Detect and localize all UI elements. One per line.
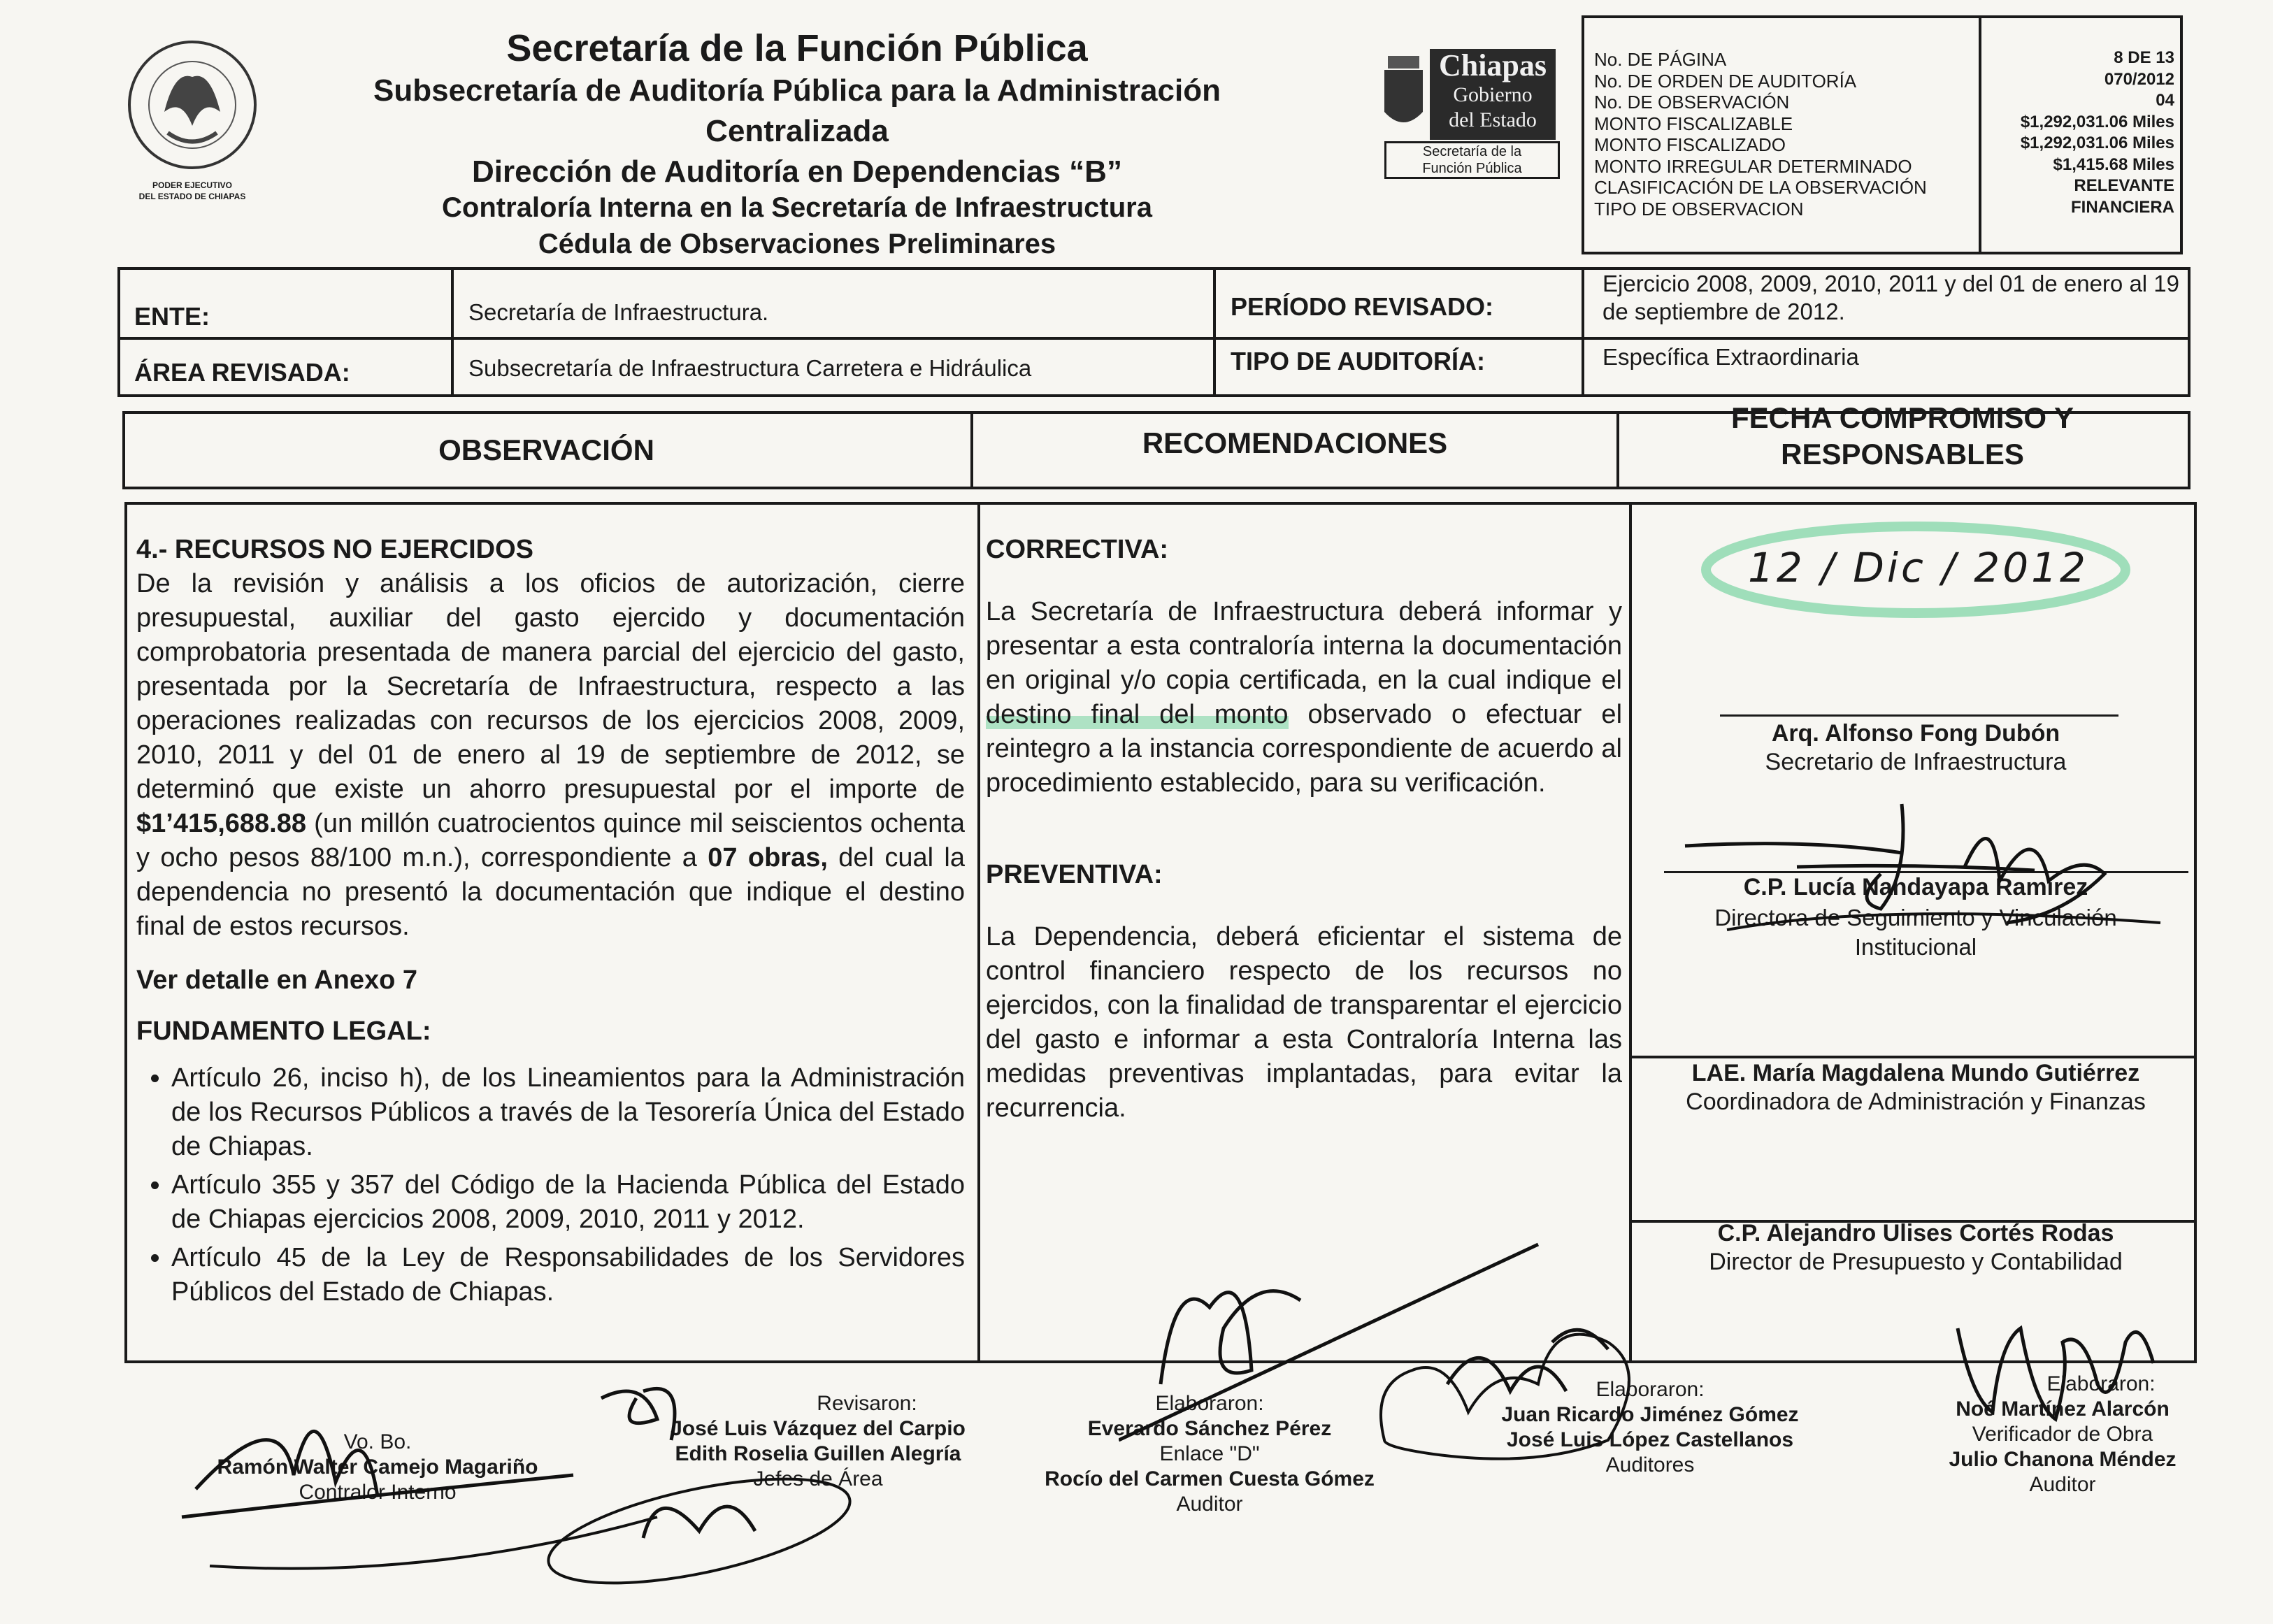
state-seal [105,28,280,203]
elaboraron-name: Julio Chanona Méndez [1949,1448,2177,1471]
footer-signatures-center [1119,1230,1818,1482]
elaboraron-role: Auditores [1605,1453,1695,1476]
revisaron-role: Jefes de Área [753,1467,883,1490]
info-value: $1,292,031.06 Miles [2020,134,2174,152]
observacion-obras: 07 obras, [708,843,828,872]
info-label: MONTO FISCALIZABLE [1594,113,1793,134]
info-label: No. DE PÁGINA [1594,49,1727,70]
elaboraron-name: José Luis López Castellanos [1506,1428,1794,1451]
correctiva-body-1: La Secretaría de Infraestructura deberá informar y presentar a esta contraloría interna la documentación en original y/o copia certificada, en la cual indique el [986,597,1622,695]
correctiva-highlight: destino final del monto [986,700,1289,729]
fundamento-list [136,1061,965,1309]
vobo-name: Ramón Walter Camejo Magariño [217,1456,538,1479]
responsable-role: Directora de Seguimiento y Vinculación Institucional [1714,905,2117,960]
elaboraron-label: Elaboraron: [1596,1378,1705,1401]
logo-text-1: Chiapas [1438,48,1547,82]
logo-caption-2: Función Pública [1422,161,1522,176]
area-label: ÁREA REVISADA: [134,358,350,387]
responsable-role: Director de Presupuesto y Contabilidad [1709,1249,2123,1275]
fundamento-heading: FUNDAMENTO LEGAL: [136,1016,431,1046]
correctiva-body [986,595,1622,800]
footer-signature-right [1944,1300,2195,1440]
observacion-cell [136,533,965,1314]
correctiva-body-2: observado o efectuar el reintegro a la instancia correspondiente de acuerdo al procedimiento establecido, para su verificación. [986,700,1623,798]
chiapas-government-logo [1381,49,1584,182]
logo-text-3: del Estado [1449,108,1537,131]
info-value: 8 DE 13 [2114,48,2174,67]
responsable-name: LAE. María Magdalena Mundo Gutiérrez [1691,1060,2140,1086]
responsable-name: Arq. Alfonso Fong Dubón [1771,720,2060,747]
tipo-label: TIPO DE AUDITORÍA: [1231,347,1486,375]
elaboraron-name: Juan Ricardo Jiménez Gómez [1501,1403,1799,1426]
recomendaciones-cell [986,533,1622,1126]
info-label: No. DE OBSERVACIÓN [1594,92,1790,113]
observacion-body [136,567,965,944]
area-value: Subsecretaría de Infraestructura Carretera e Hidráulica [468,355,1032,381]
coat-of-arms-icon [1381,49,1426,140]
preventiva-body: La Dependencia, deberá eficientar el sistema de control financiero respecto de los recursos no ejercidos, con la finalidad de transparentar el ejercicio del gasto e informar a esta Contraloría Interna las medidas preventivas implantadas, para evitar la recurrencia. [986,922,1622,1123]
responsable-name: C.P. Lucía Nandayapa Ramírez [1743,874,2088,900]
info-value: 070/2012 [2104,69,2174,89]
observacion-amount: $1’415,688.88 [136,809,307,838]
info-value: FINANCIERA [2071,197,2174,217]
handwritten-signature [1671,776,2174,937]
info-values [1986,48,2174,218]
elaboraron-label: Elaboraron: [1155,1392,1264,1415]
header-title-4: Dirección de Auditoría en Dependencias “B” [472,155,1122,189]
elaboraron-label: Elaboraron: [2046,1372,2156,1395]
elaboraron-role: Auditor [1176,1493,1243,1516]
info-labels [1594,49,1927,220]
seal-caption-2: DEL ESTADO DE CHIAPAS [138,192,246,201]
observacion-body-1: De la revisión y análisis a los oficios de autorización, cierre presupuestal, auxiliar del gasto ejercido y documentación comprobatoria presentada de manera parcial del ejercicio del gasto, presentada por la Secretaría de Infraestructura, respecto a las operaciones realizadas con recursos de los ejercicios 2008, 2009, 2010, 2011 y del 01 de enero al 19 de septiembre de 2012, se determinó que existe un ahorro presupuestal por el importe de [136,569,965,804]
observacion-body-3: del cual la dependencia no presentó la documentación que indique el destino final de estos recursos. [136,843,965,941]
observacion-anexo: Ver detalle en Anexo 7 [136,965,417,995]
column-header-recomendaciones: RECOMENDACIONES [1142,426,1448,459]
logo-caption-1: Secretaría de la [1422,144,1522,159]
preventiva-heading: PREVENTIVA: [986,860,1163,889]
elaboraron-name: Everardo Sánchez Pérez [1087,1417,1332,1440]
elaboraron-name: Rocío del Carmen Cuesta Gómez [1045,1467,1375,1490]
fundamento-item: • Artículo 355 y 357 del Código de la Hacienda Pública del Estado de Chiapas ejercicios 2008, 2009, 2010, 2011 y 2012. [171,1168,965,1237]
info-value: 04 [2156,91,2174,110]
elaboraron-name: Noé Martínez Alarcón [1956,1397,2170,1421]
revisaron-name: Edith Roselia Guillen Alegría [675,1442,961,1465]
footer-signatures-left [154,1356,853,1622]
fundamento-item: • Artículo 26, inciso h), de los Lineamientos para la Administración de los Recursos Públicos a través de la Tesorería Única del Estado de Chiapas. [171,1061,965,1164]
info-value: RELEVANTE [2074,176,2174,195]
header-title-1: Secretaría de la Función Pública [506,27,1088,69]
observacion-heading: 4.- RECURSOS NO EJERCIDOS [136,535,533,564]
column-header-fecha: FECHA COMPROMISO Y RESPONSABLES [1730,401,2074,470]
ente-label: ENTE: [134,302,210,331]
logo-text-2: Gobierno [1453,83,1533,106]
header-title-2: Subsecretaría de Auditoría Pública para la Administración [373,73,1221,108]
eagle-seal-icon [105,28,280,203]
info-label: No. DE ORDEN DE AUDITORÍA [1594,70,1857,92]
column-header-observacion: OBSERVACIÓN [438,433,654,466]
elaboraron-role: Enlace "D" [1159,1442,1260,1465]
correctiva-heading: CORRECTIVA: [986,535,1169,564]
header-title-3: Centralizada [705,114,889,148]
vobo-role: Contralor Interno [299,1481,457,1504]
tipo-value: Específica Extraordinaria [1602,344,1859,370]
info-value: $1,292,031.06 Miles [2020,112,2174,131]
revisaron-label: Revisaron: [817,1392,917,1415]
info-label: TIPO DE OBSERVACION [1594,198,1804,220]
info-label: MONTO IRREGULAR DETERMINADO [1594,155,1912,177]
elaboraron-role: Auditor [2029,1473,2096,1496]
responsable-role: Secretario de Infraestructura [1765,749,2067,775]
fundamento-item: • Artículo 45 de la Ley de Responsabilidades de los Servidores Públicos del Estado de Chiapas. [171,1241,965,1309]
info-label: MONTO FISCALIZADO [1594,134,1786,155]
responsable-name: C.P. Alejandro Ulises Cortés Rodas [1717,1220,2114,1246]
periodo-value: Ejercicio 2008, 2009, 2010, 2011 y del 01 de enero al 19 de septiembre de 2012. [1602,271,2179,324]
observacion-body-2: (un millón cuatrocientos quince mil seiscientos ochenta y ocho pesos 88/100 m.n.), correspondiente a [136,809,965,872]
vobo-label: Vo. Bo. [343,1430,412,1453]
seal-caption-1: PODER EJECUTIVO [152,180,233,190]
revisaron-name: José Luis Vázquez del Carpio [671,1417,966,1440]
elaboraron-role: Verificador de Obra [1972,1423,2153,1446]
header-title-5: Contraloría Interna en la Secretaría de Infraestructura [442,192,1152,223]
periodo-label: PERÍODO REVISADO: [1231,292,1494,321]
ente-value: Secretaría de Infraestructura. [468,299,769,325]
info-value: $1,415.68 Miles [2053,155,2174,174]
info-label: CLASIFICACIÓN DE LA OBSERVACIÓN [1594,177,1927,198]
handwritten-date: 12 / Dic / 2012 [1748,544,2088,591]
header-title-6: Cédula de Observaciones Preliminares [538,229,1056,259]
responsable-role: Coordinadora de Administración y Finanzas [1686,1088,2146,1115]
